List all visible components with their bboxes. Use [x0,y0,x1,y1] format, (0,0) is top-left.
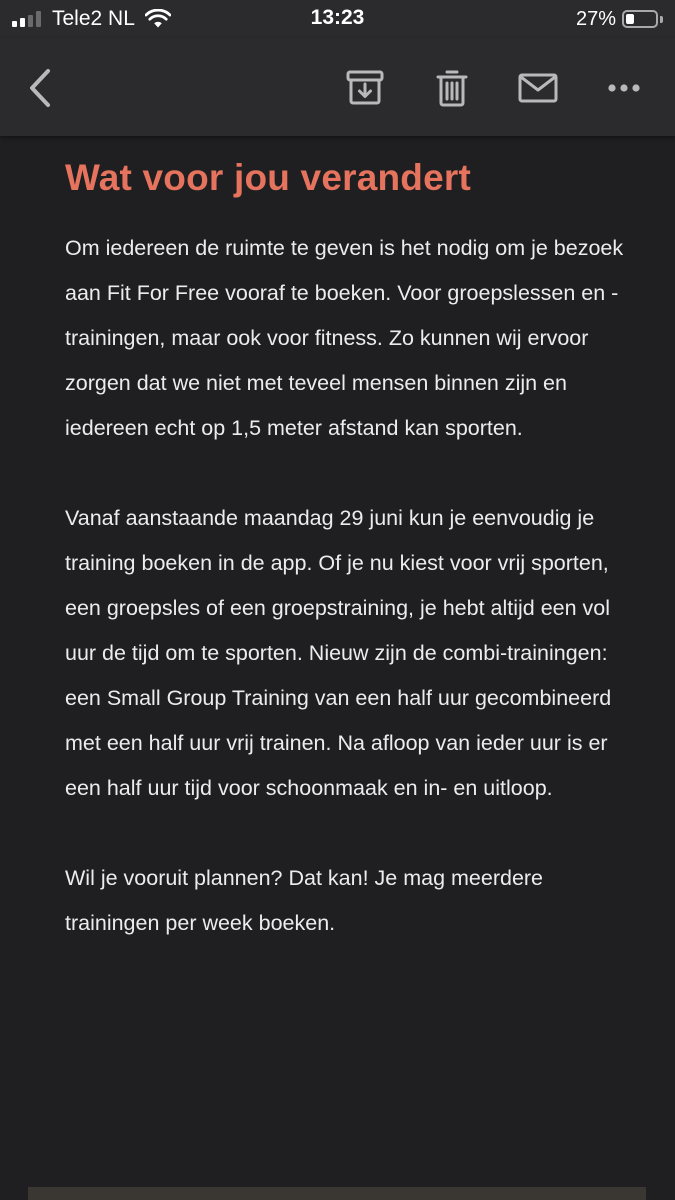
battery-icon [622,10,658,28]
next-content-block [28,1187,646,1200]
archive-icon[interactable] [343,66,387,110]
email-body [65,150,625,946]
status-bar [0,0,675,38]
carrier-name: Tele2 NL [52,7,135,30]
status-time: 13:23 [310,6,365,29]
status-right [576,6,663,32]
email-heading: Wat voor jou verandert [65,157,471,198]
battery-fill [626,14,634,24]
email-paragraph: Vanaf aanstaande maandag 29 juni kun je eenvoudig je training boeken in de app. Of je nu kiest voor vrij sporten, een groepsles of een groepstraining, je hebt altijd een vol uur de tijd om te sporten. Nieuw zijn de combi-trainingen: een Small Group Training van een half uur gecombineerd met een half uur vrij trainen. Na afloop van ieder uur is er een half uur tijd voor schoonmaak en in- en uitloop. [65,506,612,800]
email-toolbar [0,38,675,136]
mail-icon[interactable] [516,66,560,110]
email-paragraph: Wil je vooruit plannen? Dat kan! Je mag meerdere trainingen per week boeken. [65,866,544,935]
email-paragraph: Om iedereen de ruimte te geven is het nodig om je bezoek aan Fit For Free vooraf te boeken. Voor groepslessen en -trainingen, maar ook voor fitness. Zo kunnen wij ervoor zorgen dat we niet met teveel mensen binnen zijn en iedereen echt op 1,5 meter afstand kan sporten. [65,236,624,440]
back-chevron-icon[interactable] [18,66,62,110]
more-icon[interactable] [602,66,646,110]
battery-percent: 27% [575,7,616,30]
trash-icon[interactable] [430,66,474,110]
battery-cap [660,16,663,23]
